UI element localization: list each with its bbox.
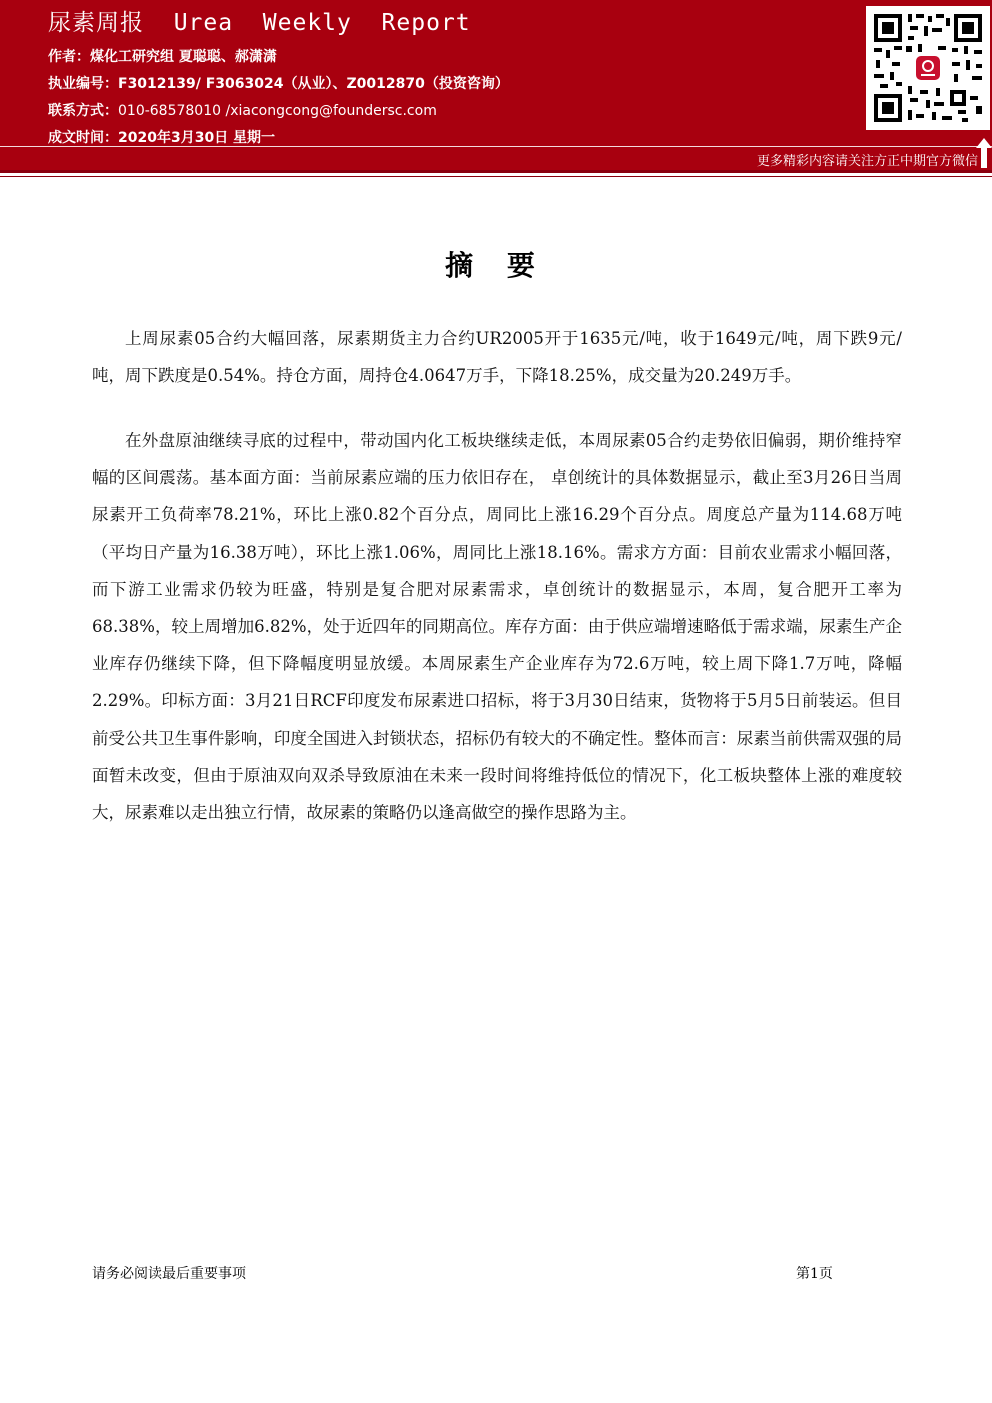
summary-paragraph-1: 上周尿素05合约大幅回落，尿素期货主力合约UR2005开于1635元/吨，收于1649元/吨，周下跌9元/吨，周下跌度是0.54%。持仓方面，周持仓4.0647万手，下降18.25%，成交量为20.249万手。 — [92, 329, 902, 386]
license-label: 执业编号： — [48, 76, 118, 92]
header-bottom-rule-thin — [0, 176, 992, 177]
contact-label: 联系方式： — [48, 103, 118, 119]
footer-notice: 请务必阅读最后重要事项 — [92, 1266, 246, 1282]
report-header — [0, 0, 992, 170]
follow-wechat-text: 更多精彩内容请关注方正中期官方微信 — [756, 154, 978, 169]
date-label: 成文时间： — [48, 130, 118, 146]
date-line — [48, 127, 275, 147]
author-label: 作者： — [48, 49, 90, 65]
summary-heading: 摘 要 — [445, 249, 547, 282]
page-number: 第1页 — [796, 1266, 833, 1282]
author-value: 煤化工研究组 夏聪聪、郝潇潇 — [90, 49, 277, 65]
report-title: 尿素周报 Urea Weekly Report — [48, 10, 471, 36]
header-bottom-rule — [0, 170, 992, 173]
license-value: F3012139/ F3063024（从业）、Z0012870（投资咨询） — [118, 76, 509, 92]
contact-value: 010-68578010 /xiacongcong@foundersc.com — [118, 103, 437, 119]
license-line — [48, 73, 509, 93]
header-divider — [0, 146, 992, 147]
qr-code-icon[interactable] — [866, 6, 990, 130]
summary-paragraph-2: 在外盘原油继续寻底的过程中，带动国内化工板块继续走低，本周尿素05合约走势依旧偏弱，期价维持窄幅的区间震荡。基本面方面：当前尿素应端的压力依旧存在， 卓创统计的具体数据显示，截止至3月26日当周尿素开工负荷率78.21%，环比上涨0.82个百分点，周同比上涨16.29个百分点。周度总产量为114.68万吨（平均日产量为16.38万吨），环比上涨1.06%，周同比上涨18.16%。需求方方面：目前农业需求小幅回落，而下游工业需求仍较为旺盛，特别是复合肥对尿素需求，卓创统计的数据显示，本周，复合肥开工率为68.38%，较上周增加6.82%，处于近四年的同期高位。库存方面：由于供应端增速略低于需求端，尿素生产企业库存仍继续下降，但下降幅度明显放缓。本周尿素生产企业库存为72.6万吨，较上周下降1.7万吨，降幅2.29%。印标方面：3月21日RCF印度发布尿素进口招标，将于3月30日结束，货物将于5月5日前装运。但目前受公共卫生事件影响，印度全国进入封锁状态，招标仍有较大的不确定性。整体而言：尿素当前供需双强的局面暂未改变，但由于原油双向双杀导致原油在未来一段时间将维持低位的情况下，化工板块整体上涨的难度较大，尿素难以走出独立行情，故尿素的策略仍以逢高做空的操作思路为主。 — [92, 431, 902, 823]
date-value: 2020年3月30日 星期一 — [118, 130, 276, 146]
contact-line — [48, 100, 437, 120]
up-arrow-icon — [976, 138, 992, 168]
author-line — [48, 46, 277, 66]
